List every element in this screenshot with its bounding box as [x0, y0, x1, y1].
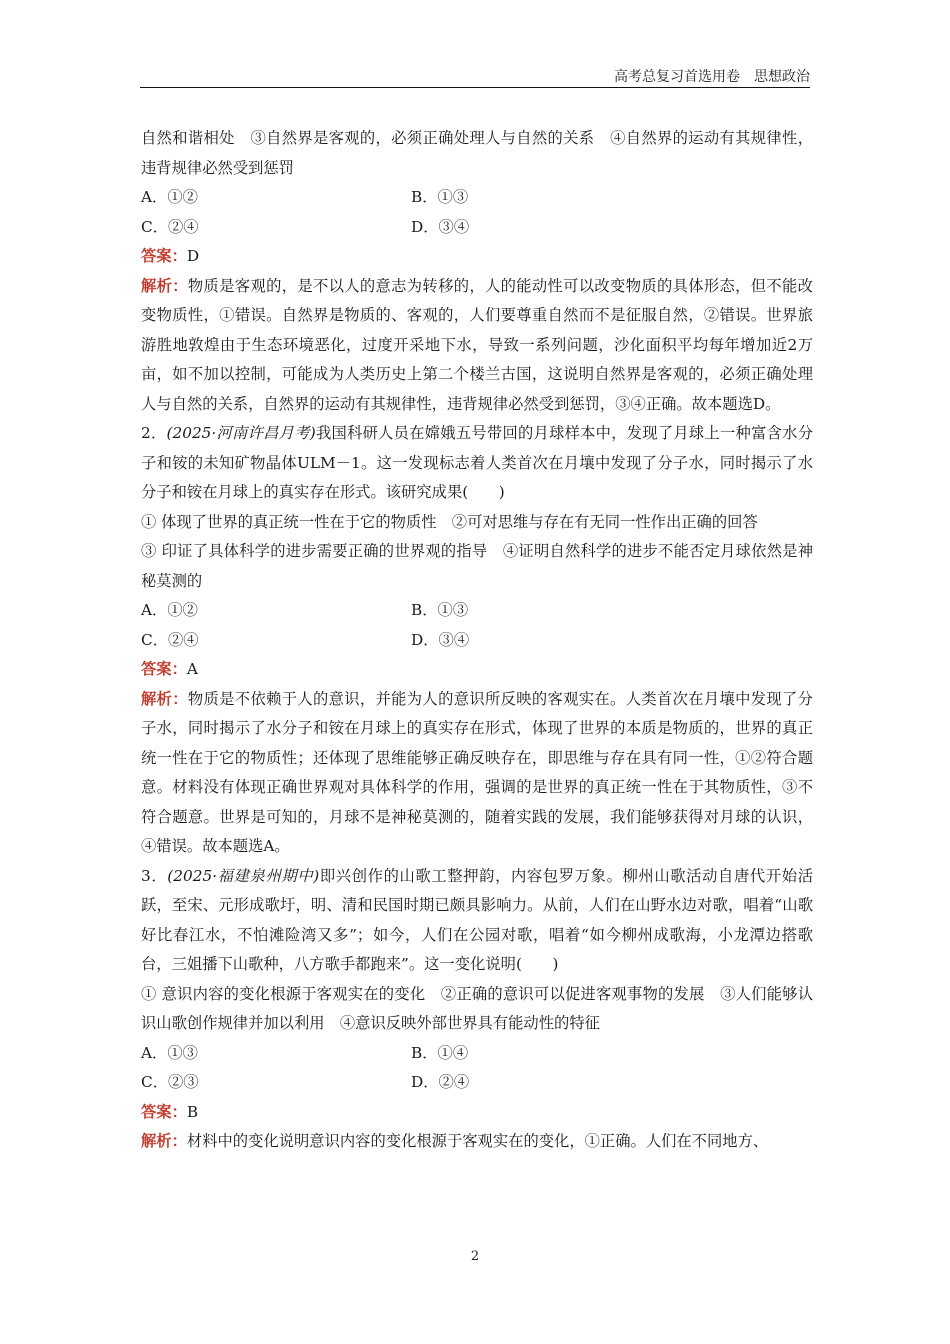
question-number: 3． [141, 866, 168, 885]
q1-options-row-2 [141, 213, 813, 243]
q2-options-row-2 [141, 626, 813, 656]
answer-value: D [186, 247, 200, 265]
q2-option-b: B．①③ [411, 601, 469, 619]
q1-option-c: C．②④ [141, 217, 199, 236]
answer-label: 答案： [141, 1102, 187, 1121]
analysis-text: 物质是客观的，是不以人的意志为转移的，人的能动性可以改变物质的具体形态，但不能改变物质性，①错误。自然界是物质的、客观的，人们要尊重自然而不是征服自然，②错误。世界旅游胜地敦煌由于生态环境恶化，过度开采地下水，导致一系列问题，沙化面积平均每年增加近2万亩，如不加以控制，可能成为人类历史上第二个楼兰古国，这说明自然界是客观的，必须正确处理人与自然的关系，自然界的运动有其规律性，违背规律必然受到惩罚，③④正确。故本题选D。 [141, 276, 813, 413]
header-divider [140, 87, 810, 88]
question-text: 我国科研人员在嫦娥五号带回的月球样本中，发现了月球上一种富含水分子和铵的未知矿物晶体ULM－1。这一发现标志着人类首次在月壤中发现了分子水，同时揭示了水分子和铵在月球上的真实存在形式。该研究成果( ) [141, 424, 813, 501]
q3-option-c: C．②③ [141, 1073, 199, 1091]
q2-stem [141, 419, 813, 508]
q3-statements: ① 意识内容的变化根源于客观实在的变化 ②正确的意识可以促进客观事物的发展 ③人们能够认识山歌创作规律并加以利用 ④意识反映外部世界具有能动性的特征 [141, 984, 813, 1032]
question-number: 2． [141, 424, 167, 442]
q3-option-b: B．①④ [411, 1043, 469, 1062]
q3-analysis [141, 1127, 813, 1157]
q1-analysis [141, 272, 813, 420]
q1-answer [141, 242, 813, 272]
page-content [141, 124, 813, 1157]
question-source: (2025·河南许昌月考) [166, 424, 316, 442]
q2-option-a: A．①② [141, 601, 198, 619]
q2-statements-2: ③ 印证了具体科学的进步需要正确的世界观的指导 ④证明自然科学的进步不能否定月球依然是神秘莫测的 [141, 542, 813, 590]
q1-option-d: D．③④ [411, 217, 470, 236]
q2-analysis [141, 685, 813, 862]
question-text: 即兴创作的山歌工整押韵，内容包罗万象。柳州山歌活动自唐代开始活跃，至宋、元形成歌圩，明、清和民国时期已颇具影响力。从前，人们在山野水边对歌，唱着“山歌好比春江水，不怕滩险湾又多”；如今，人们在公园对歌，唱着“如今柳州成歌海，小龙潭边搭歌台，三姐播下山歌种，八方歌手都跑来”。这一变化说明( ) [141, 866, 813, 973]
analysis-label: 解析： [141, 276, 188, 295]
q2-option-d: D．③④ [411, 630, 470, 649]
analysis-label: 解析： [141, 1132, 187, 1150]
q2-statements-1: ① 体现了世界的真正统一性在于它的物质性 ②可对思维与存在有无同一性作出正确的回答 [141, 512, 758, 531]
q3-stem [141, 862, 813, 980]
q1-option-b: B．①③ [411, 188, 469, 206]
answer-value: B [186, 1102, 199, 1121]
analysis-label: 解析： [141, 689, 188, 708]
answer-value: A [186, 660, 198, 678]
page-number: 2 [470, 1249, 480, 1264]
answer-label: 答案： [141, 247, 187, 265]
answer-label: 答案： [141, 660, 187, 678]
running-header: 高考总复习首选用卷 思想政治 [614, 69, 810, 85]
q3-option-a: A．①③ [141, 1043, 198, 1062]
q3-option-d: D．②④ [411, 1073, 470, 1091]
q1-option-a: A．①② [141, 188, 198, 206]
q3-answer [141, 1098, 813, 1128]
analysis-text: 物质是不依赖于人的意识，并能为人的意识所反映的客观实在。人类首次在月壤中发现了分子水，同时揭示了水分子和铵在月球上的真实存在形式，体现了世界的本质是物质的，世界的真正统一性在于它的物质性；还体现了思维能够正确反映存在，即思维与存在具有同一性，①②符合题意。材料没有体现正确世界观对具体科学的作用，强调的是世界的真正统一性在于其物质性，③不符合题意。世界是可知的，月球不是神秘莫测的，随着实践的发展，我们能够获得对月球的认识，④错误。故本题选A。 [141, 689, 813, 855]
q2-answer [141, 655, 813, 685]
q2-options-row-1 [141, 596, 813, 626]
q1-continuation: 自然和谐相处 ③自然界是客观的，必须正确处理人与自然的关系 ④自然界的运动有其规律性，违背规律必然受到惩罚 [141, 129, 813, 177]
q3-options-row-2 [141, 1068, 813, 1098]
question-source: (2025·福建泉州期中) [167, 866, 320, 885]
q3-options-row-1 [141, 1039, 813, 1069]
q2-option-c: C．②④ [141, 630, 199, 649]
analysis-text: 材料中的变化说明意识内容的变化根源于客观实在的变化，①正确。人们在不同地方、 [186, 1132, 769, 1150]
q1-options-row-1 [141, 183, 813, 213]
